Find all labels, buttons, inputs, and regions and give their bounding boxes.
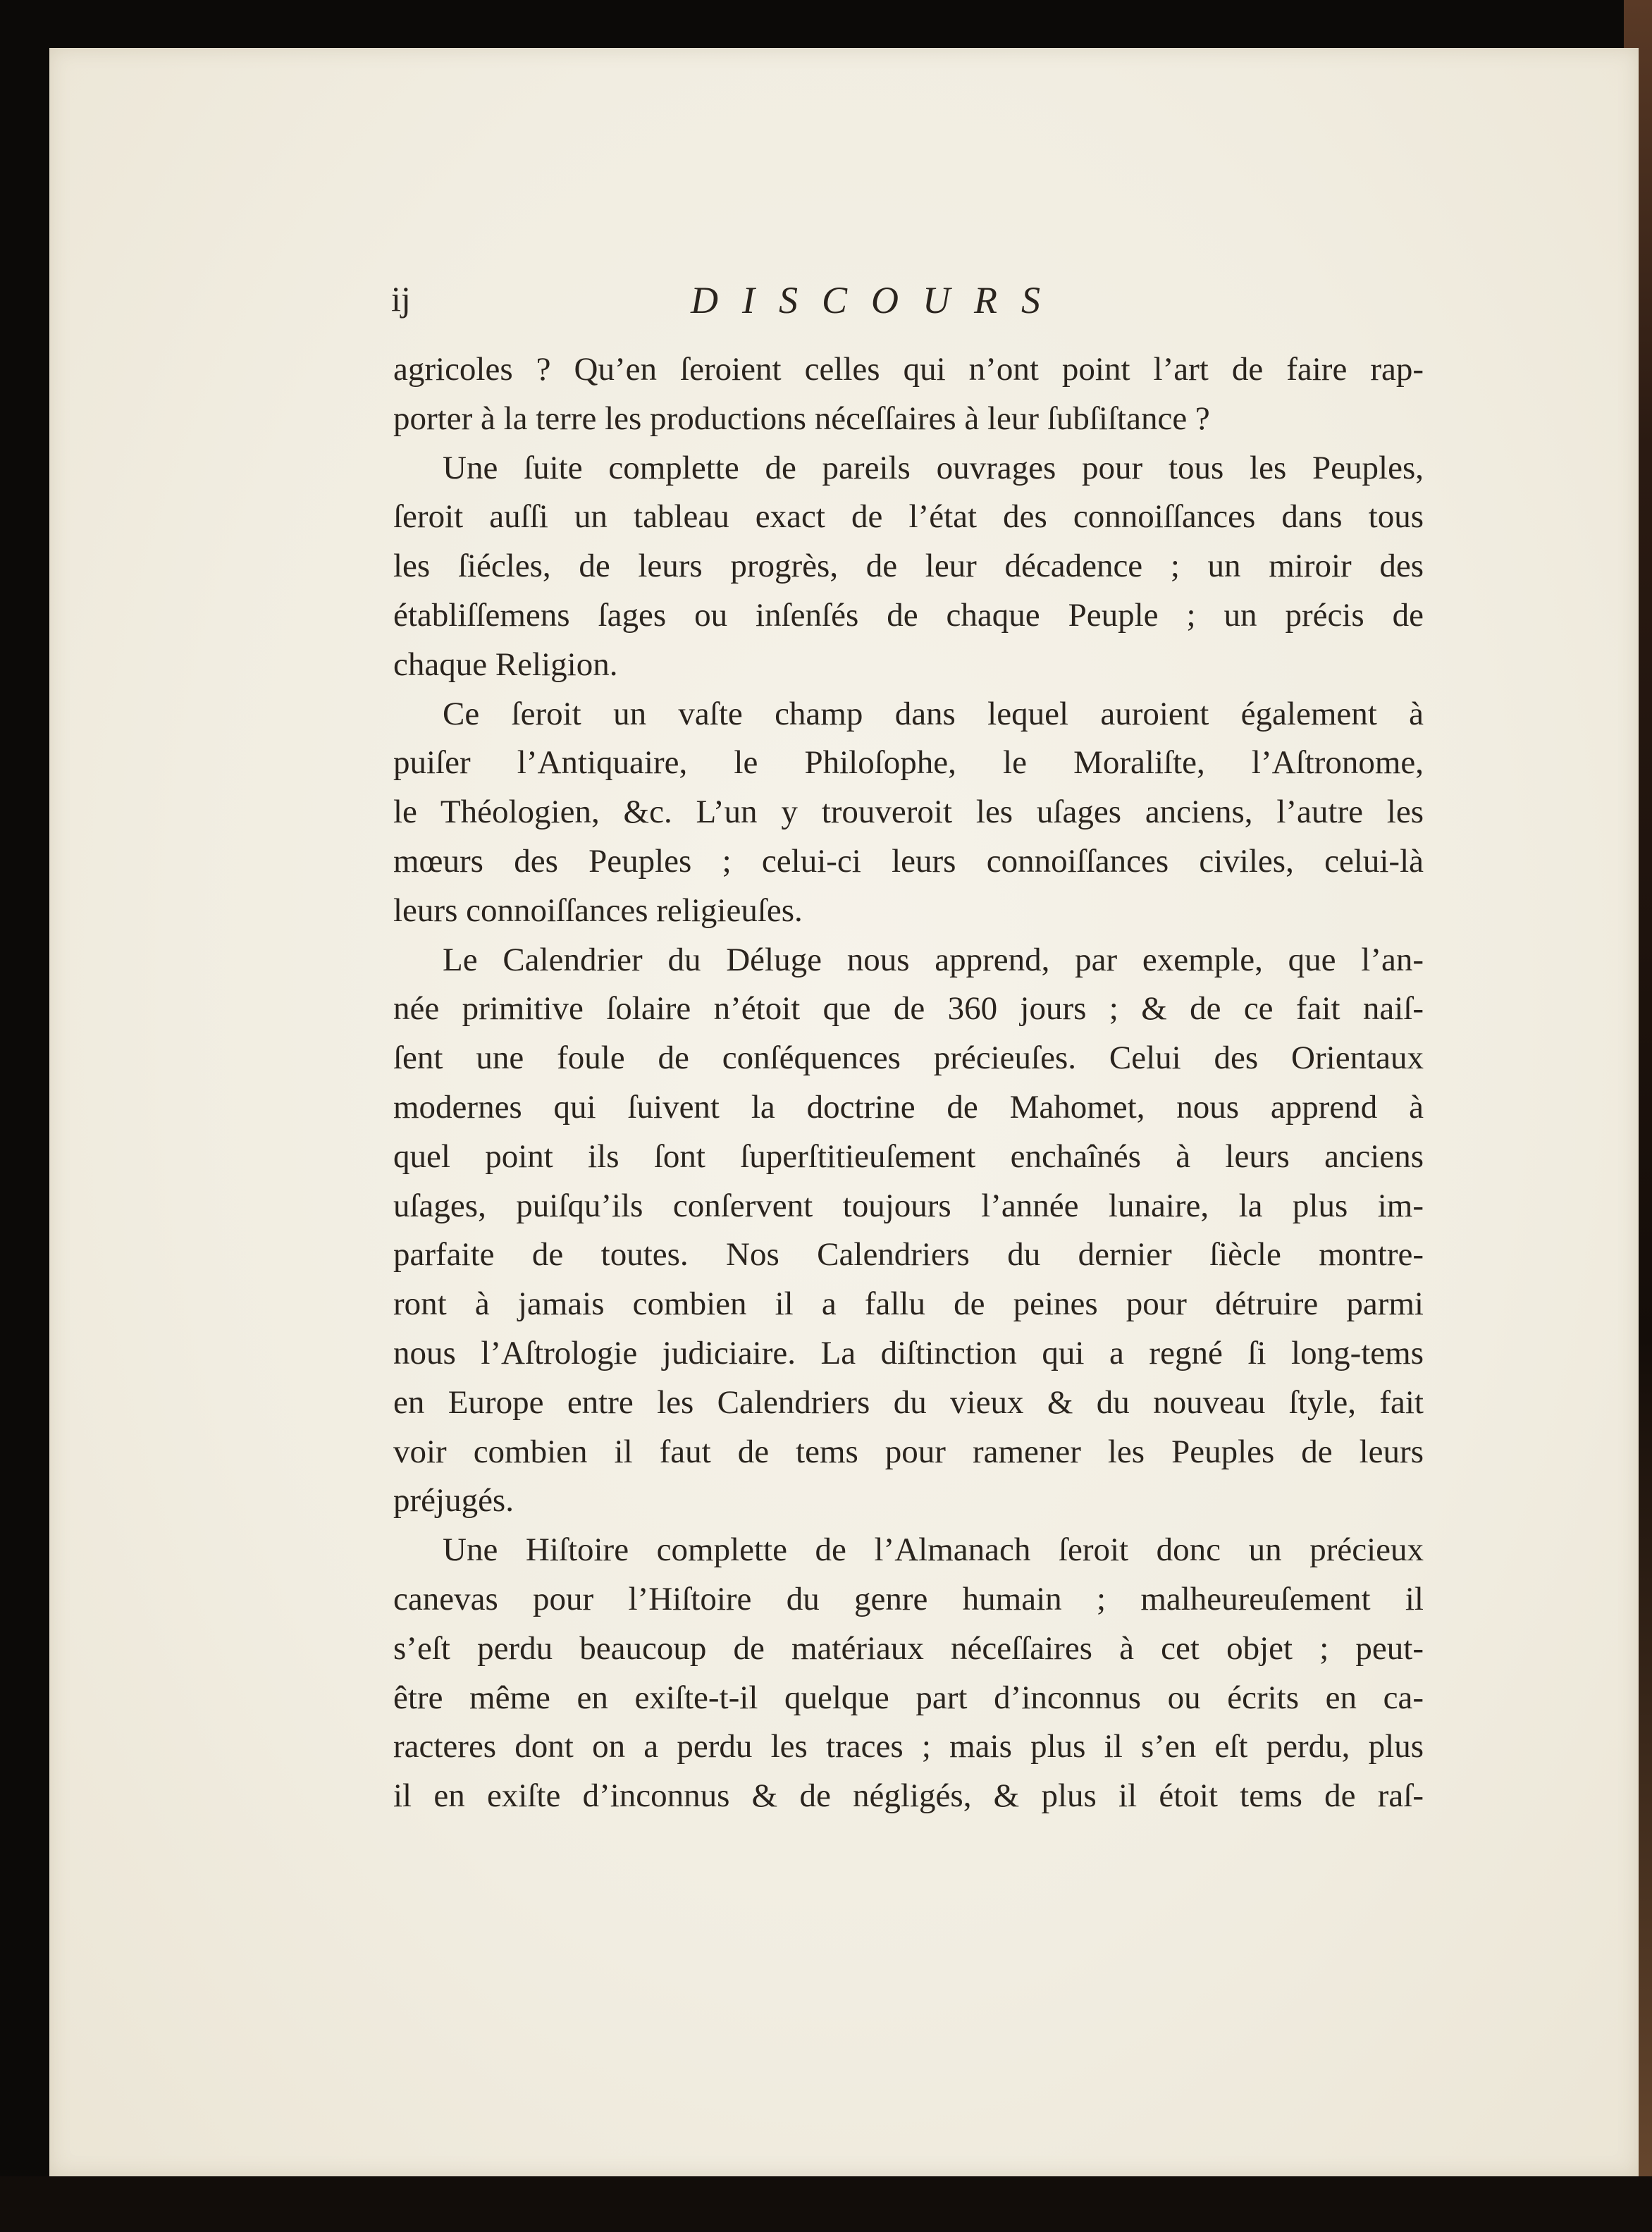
text-line: ſent une foule de conſéquences précieuſes. Celui des Orientaux: [393, 1040, 1424, 1077]
body-text: [393, 345, 1424, 1821]
text-line: Une ſuite complette de pareils ouvrages pour tous les Peuples,: [443, 449, 1424, 486]
text-line: leurs connoiſſances religieuſes.: [393, 892, 803, 929]
paragraph: [393, 345, 1424, 444]
text-line: voir combien il faut de tems pour ramener les Peuples de leurs: [393, 1433, 1424, 1470]
text-line: Une Hiſtoire complette de l’Almanach ſeroit donc un précieux: [443, 1531, 1424, 1569]
scan-bottom-border: [0, 2176, 1652, 2232]
text-line: quel point ils ſont ſuperſtitieuſement enchaînés à leurs anciens: [393, 1137, 1424, 1175]
text-line: Ce ſeroit un vaſte champ dans lequel auroient également à: [443, 695, 1424, 732]
text-line: nous l’Aſtrologie judiciaire. La diſtinction qui a regné ſi long-tems: [393, 1334, 1424, 1371]
text-line: ront à jamais combien il a fallu de peines pour détruire parmi: [393, 1285, 1424, 1323]
paragraph: [393, 936, 1424, 1527]
paragraph: [393, 444, 1424, 690]
text-line: préjugés.: [393, 1482, 514, 1519]
text-line: porter à la terre les productions néceſſaires à leur ſubſiſtance ?: [393, 400, 1210, 437]
running-title: DISCOURS: [691, 279, 1064, 321]
page-number: ij: [391, 279, 411, 319]
text-line: en Europe entre les Calendriers du vieux & du nouveau ſtyle, fait: [393, 1383, 1424, 1421]
running-head: [391, 278, 1420, 335]
text-line: chaque Religion.: [393, 646, 618, 683]
text-line: ſeroit auſſi un tableau exact de l’état des connoiſſances dans tous: [393, 498, 1424, 536]
text-line: les ſiécles, de leurs progrès, de leur décadence ; un miroir des: [393, 548, 1424, 585]
text-line: modernes qui ſuivent la doctrine de Mahomet, nous apprend à: [393, 1088, 1424, 1126]
text-line: être même en exiſte-t-il quelque part d’inconnus ou écrits en ca-: [393, 1679, 1424, 1716]
paragraph: [393, 1526, 1424, 1821]
paragraph: [393, 690, 1424, 936]
text-line: mœurs des Peuples ; celui-ci leurs connoiſſances civiles, celui-là: [393, 842, 1424, 880]
text-line: établiſſemens ſages ou inſenſés de chaque Peuple ; un précis de: [393, 596, 1424, 634]
text-line: il en exiſte d’inconnus & de négligés, & plus il étoit tems de raſ-: [393, 1777, 1424, 1815]
text-line: Le Calendrier du Déluge nous apprend, par exemple, que l’an-: [443, 941, 1424, 978]
text-line: agricoles ? Qu’en ſeroient celles qui n’ont point l’art de faire rap-: [393, 351, 1424, 388]
text-line: née primitive ſolaire n’étoit que de 360 jours ; & de ce fait naiſ-: [393, 990, 1424, 1028]
text-line: racteres dont on a perdu les traces ; mais plus il s’en eſt perdu, plus: [393, 1728, 1424, 1765]
text-line: puiſer l’Antiquaire, le Philoſophe, le Moraliſte, l’Aſtronome,: [393, 744, 1424, 782]
text-line: uſages, puiſqu’ils conſervent toujours l’année lunaire, la plus im-: [393, 1187, 1424, 1224]
text-line: s’eſt perdu beaucoup de matériaux néceſſaires à cet objet ; peut-: [393, 1629, 1424, 1667]
text-line: le Théologien, &c. L’un y trouveroit les uſages anciens, l’autre les: [393, 794, 1424, 831]
text-line: parfaite de toutes. Nos Calendriers du dernier ſiècle montre-: [393, 1236, 1424, 1274]
text-line: canevas pour l’Hiſtoire du genre humain ; malheureuſement il: [393, 1580, 1424, 1617]
